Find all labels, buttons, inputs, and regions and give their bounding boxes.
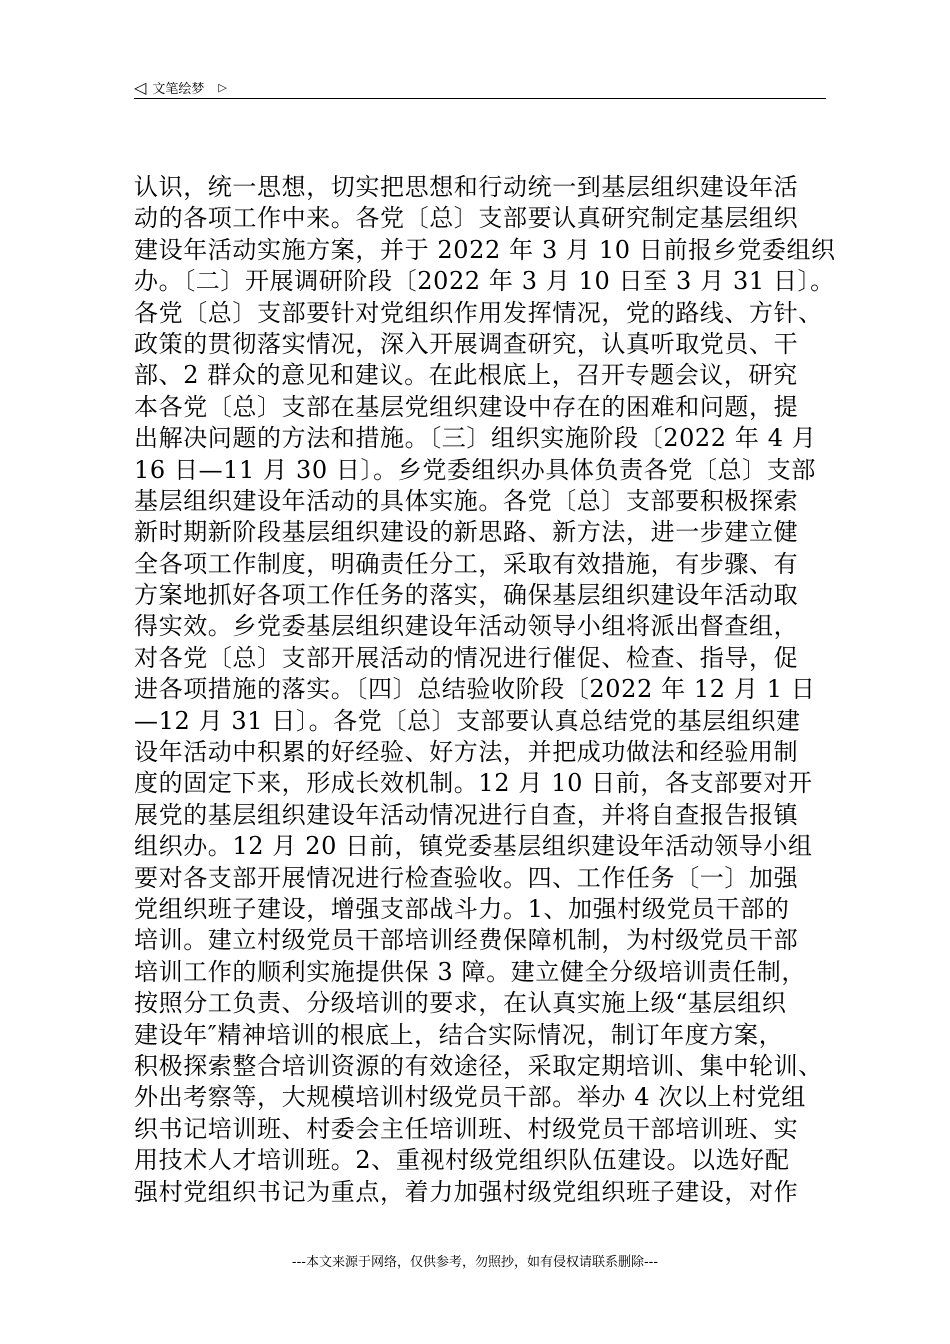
- text-line: 强村党组织书记为重点，着力加强村级党组织班子建设，对作: [134, 1177, 799, 1206]
- text-line: 建设年活动实施方案，并于 2022 年 3 月 10 日前报乡党委组织: [134, 235, 836, 264]
- text-line: 党组织班子建设，增强支部战斗力。1、加强村级党员干部的: [134, 894, 790, 923]
- text-line: 得实效。乡党委基层组织建设年活动领导小组将派出督查组，: [134, 612, 799, 641]
- text-line: 各党〔总〕支部要针对党组织作用发挥情况，党的路线、方针、: [134, 298, 823, 327]
- text-line: 出解决问题的方法和措施。〔三〕组织实施阶段〔2022 年 4 月: [134, 424, 817, 453]
- text-line: 基层组织建设年活动的具体实施。各党〔总〕支部要积极探索: [134, 486, 799, 515]
- text-line: 织书记培训班、村委会主任培训班、村级党员干部培训班、实: [134, 1114, 799, 1143]
- text-line: 全各项工作制度，明确责任分工，采取有效措施，有步骤、有: [134, 549, 799, 578]
- text-line: 认识，统一思想，切实把思想和行动统一到基层组织建设年活: [134, 173, 799, 201]
- text-line: 用技术人才培训班。2、重视村级党组织队伍建设。以选好配: [134, 1146, 790, 1175]
- page-footer: ---本文来源于网络，仅供参考，勿照抄，如有侵权请联系删除---: [291, 1255, 659, 1270]
- text-line: 方案地抓好各项工作任务的落实，确保基层组织建设年活动取: [134, 581, 799, 610]
- header-divider: [134, 98, 826, 99]
- text-line: 建设年″精神培训的根底上，结合实际情况，制订年度方案，: [134, 1020, 784, 1049]
- text-line: —12 月 31 日〕。各党〔总〕支部要认真总结党的基层组织建: [134, 706, 801, 735]
- text-line: 设年活动中积累的好经验、好方法，并把成功做法和经验用制: [134, 738, 799, 767]
- text-line: 要对各支部开展情况进行检查验收。四、工作任务〔一〕加强: [134, 863, 799, 892]
- triangle-right-icon: ▷: [218, 81, 227, 94]
- text-line: 组织办。12 月 20 日前，镇党委基层组织建设年活动领导小组: [134, 832, 813, 861]
- text-line: 积极探索整合培训资源的有效途径，采取定期培训、集中轮训、: [134, 1051, 823, 1080]
- text-line: 外出考察等，大规模培训村级党员干部。举办 4 次以上村党组: [134, 1083, 806, 1112]
- text-line: 16 日—11 月 30 日〕。乡党委组织办具体负责各党〔总〕支部: [134, 455, 816, 484]
- document-body: [134, 172, 844, 1208]
- text-line: 按照分工负责、分级培训的要求，在认真实施上级“基层组织: [134, 989, 787, 1018]
- page-header: [134, 78, 227, 97]
- text-line: 进各项措施的落实。〔四〕总结验收阶段〔2022 年 12 月 1 日: [134, 675, 816, 704]
- text-line: 动的各项工作中来。各党〔总〕支部要认真研究制定基层组织: [134, 204, 799, 233]
- text-line: 对各党〔总〕支部开展活动的情况进行催促、检查、指导，促: [134, 643, 799, 672]
- text-line: 办。〔二〕开展调研阶段〔2022 年 3 月 10 日至 3 月 31 日〕。: [134, 267, 835, 296]
- header-title: 文笔绘梦: [152, 82, 205, 97]
- text-line: 本各党〔总〕支部在基层党组织建设中存在的困难和问题，提: [134, 392, 799, 421]
- text-line: 培训。建立村级党员干部培训经费保障机制，为村级党员干部: [134, 926, 799, 955]
- text-line: 展党的基层组织建设年活动情况进行自查，并将自查报告报镇: [134, 800, 799, 829]
- text-line: 新时期新阶段基层组织建设的新思路、新方法，进一步建立健: [134, 518, 799, 547]
- text-line: 部、2 群众的意见和建议。在此根底上，召开专题会议，研究: [134, 361, 798, 390]
- text-line: 政策的贯彻落实情况，深入开展调查研究，认真听取党员、干: [134, 329, 799, 358]
- triangle-left-icon: ◁: [134, 77, 147, 97]
- text-line: 度的固定下来，形成长效机制。12 月 10 日前，各支部要对开: [134, 769, 813, 798]
- text-line: 培训工作的顺利实施提供保 3 障。建立健全分级培训责任制，: [134, 957, 806, 986]
